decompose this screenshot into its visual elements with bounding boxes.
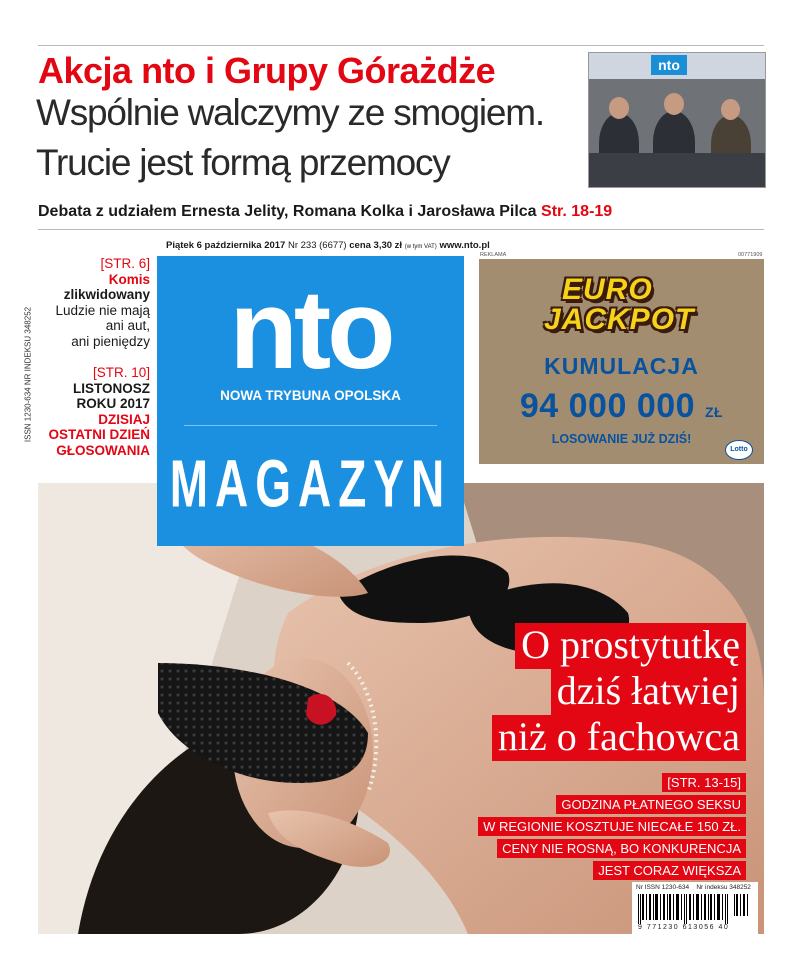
teaser-highlight: GŁOSOWANIA bbox=[56, 442, 150, 458]
teaser-title: zlikwidowany bbox=[63, 287, 150, 302]
cover-headline-2: dziś łatwiej bbox=[551, 669, 746, 715]
cover-pages: [STR. 13-15] bbox=[662, 773, 746, 792]
teaser-komis[interactable] bbox=[38, 256, 150, 349]
website-url[interactable]: www.nto.pl bbox=[439, 240, 490, 251]
ad-kumulacja: KUMULACJA bbox=[544, 353, 699, 379]
cover-headline-1: O prostytutkę bbox=[515, 623, 746, 669]
barcode-issue-code: 40 bbox=[718, 924, 730, 931]
cover-headline-3: niż o fachowca bbox=[492, 715, 746, 761]
barcode-bars bbox=[638, 894, 750, 924]
subheadline-2: Trucie jest formą przemocy bbox=[36, 142, 450, 183]
teaser-body: ani pieniędzy bbox=[71, 333, 150, 349]
masthead-section: MAGAZYN bbox=[169, 445, 452, 521]
teaser-body: Ludzie nie mają bbox=[55, 302, 150, 318]
nto-logo: nto bbox=[229, 267, 392, 392]
cover-description bbox=[478, 773, 746, 880]
cover-desc-line: CENY NIE ROSNĄ, BO KONKURENCJA bbox=[497, 839, 746, 858]
top-divider bbox=[38, 45, 764, 46]
teaser-title: Komis bbox=[108, 271, 150, 287]
issue-date: Piątek 6 października 2017 bbox=[166, 240, 286, 251]
lotto-logo: Lotto bbox=[725, 440, 753, 460]
debate-line[interactable] bbox=[38, 203, 612, 221]
amount-currency: ZŁ bbox=[705, 404, 724, 420]
teaser-title: ROKU 2017 bbox=[76, 396, 150, 411]
masthead-divider bbox=[184, 425, 437, 426]
masthead[interactable] bbox=[157, 256, 464, 546]
logo-line-1: EURO bbox=[562, 273, 653, 306]
barcode bbox=[632, 882, 758, 934]
thumbnail-table bbox=[589, 153, 765, 187]
cover-desc-line: JEST CORAZ WIĘKSZA bbox=[593, 861, 746, 880]
logo-line-2: JACKPOT bbox=[544, 303, 695, 336]
teaser-highlight: DZISIAJ bbox=[98, 411, 150, 427]
ad-amount bbox=[479, 387, 764, 426]
dateline bbox=[166, 240, 490, 251]
barcode-index: Nr indeksu 348252 bbox=[696, 884, 751, 891]
ad-code: 00771909 bbox=[738, 252, 763, 258]
headline[interactable]: Akcja nto i Grupy Górażdże bbox=[38, 50, 496, 91]
price-vat: (w tym VAT) bbox=[404, 244, 437, 250]
cover-desc-line: GODZINA PŁATNEGO SEKSU bbox=[556, 795, 746, 814]
left-teasers bbox=[38, 256, 150, 458]
barcode-issn: Nr ISSN 1230-634 bbox=[636, 884, 690, 891]
teaser-title: LISTONOSZ bbox=[72, 380, 150, 396]
teaser-highlight: OSTATNI DZIEŃ bbox=[48, 427, 150, 442]
teaser-body: ani aut, bbox=[105, 318, 150, 333]
thumbnail-logo: nto bbox=[651, 55, 687, 75]
eurojackpot-logo bbox=[544, 273, 694, 339]
barcode-labels bbox=[636, 884, 751, 891]
subheadline-1: Wspólnie walczymy ze smogiem. bbox=[36, 92, 545, 133]
debate-pages: Str. 18-19 bbox=[541, 203, 613, 220]
cover-desc-line: W REGIONIE KOSZTUJE NIECAŁE 150 ZŁ. bbox=[478, 817, 746, 836]
debate-text: Debata z udziałem Ernesta Jelity, Romana Kolka i Jarosława Pilca bbox=[38, 203, 537, 220]
amount-value: 94 000 000 bbox=[519, 387, 696, 425]
teaser-page: [STR. 6] bbox=[100, 256, 150, 271]
teaser-page: [STR. 10] bbox=[92, 365, 150, 380]
header-divider bbox=[38, 229, 764, 230]
barcode-digits bbox=[638, 924, 729, 931]
debate-thumbnail[interactable] bbox=[588, 52, 766, 188]
cover-photo[interactable] bbox=[38, 483, 764, 934]
ad-tagline: LOSOWANIE JUŻ DZIŚ! bbox=[551, 432, 692, 446]
ad-label: REKLAMA bbox=[480, 252, 507, 258]
teaser-listonosz[interactable] bbox=[38, 365, 150, 458]
masthead-name: NOWA TRYBUNA OPOLSKA bbox=[220, 388, 401, 403]
issue-price: cena 3,30 zł bbox=[349, 240, 403, 251]
eurojackpot-ad[interactable] bbox=[479, 259, 764, 464]
issn-vertical: ISSN 1230-634 NR INDEKSU 348252 bbox=[23, 306, 33, 443]
issue-number: Nr 233 (6677) bbox=[287, 240, 347, 251]
barcode-number: 9 771230 613056 bbox=[638, 924, 715, 931]
